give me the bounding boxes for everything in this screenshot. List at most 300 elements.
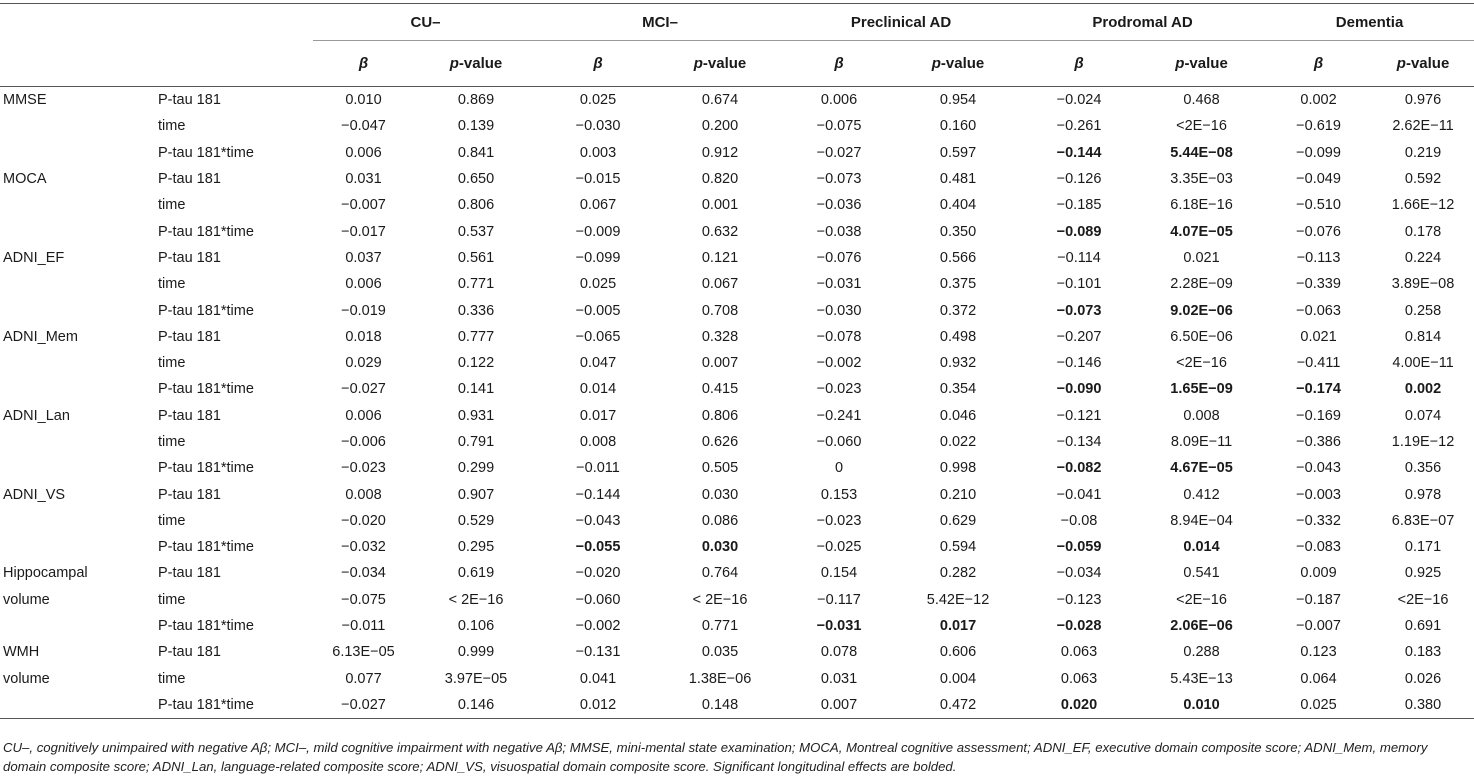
beta-cell: −0.261 xyxy=(1056,118,1102,135)
beta-cell: −0.023 xyxy=(341,460,386,477)
beta-cell: −0.007 xyxy=(1296,618,1341,635)
beta-cell: 0.017 xyxy=(579,407,617,424)
p-value-cell: <2E−16 xyxy=(1397,591,1449,608)
beta-cell: −0.011 xyxy=(576,460,620,477)
p-value-cell: 0.328 xyxy=(701,328,739,345)
beta-cell: −0.025 xyxy=(816,539,862,556)
predictor-cell: time xyxy=(158,434,186,450)
p-value-cell: 4.07E−05 xyxy=(1170,223,1233,240)
table-row xyxy=(0,455,1474,481)
p-value-cell: 0.022 xyxy=(939,434,977,450)
beta-cell: 0.012 xyxy=(579,696,617,713)
beta-cell: −0.075 xyxy=(816,118,862,135)
p-value-cell: 0.592 xyxy=(1404,171,1442,188)
measure-cell xyxy=(0,192,147,218)
predictor-cell: P-tau 181 xyxy=(158,328,221,345)
p-value-cell: 0.814 xyxy=(1404,328,1442,345)
p-value-cell: 0.505 xyxy=(701,460,739,477)
beta-header xyxy=(313,41,414,87)
beta-cell: −0.241 xyxy=(816,407,862,424)
beta-cell: −0.113 xyxy=(1296,249,1341,266)
beta-cell: −0.144 xyxy=(575,486,621,503)
p-value-cell: 6.83E−07 xyxy=(1391,512,1455,529)
p-value-cell: 0.978 xyxy=(1404,486,1442,503)
group-header-row xyxy=(0,4,1474,41)
beta-cell: −0.065 xyxy=(575,328,621,345)
beta-cell: −0.034 xyxy=(1056,565,1102,582)
beta-cell: 0.021 xyxy=(1300,328,1337,345)
measure-cell xyxy=(0,455,147,481)
beta-cell: −0.015 xyxy=(575,171,621,188)
beta-cell: −0.078 xyxy=(816,328,862,345)
beta-cell: 0.063 xyxy=(1060,670,1098,687)
table-row xyxy=(0,692,1474,719)
beta-cell: −0.020 xyxy=(575,565,621,582)
p-value-cell: < 2E−16 xyxy=(448,591,504,608)
predictor-cell: time xyxy=(158,197,186,214)
p-value-cell: 0.764 xyxy=(701,565,739,582)
p-value-cell: 6.18E−16 xyxy=(1170,197,1233,214)
p-value-cell: 0.372 xyxy=(939,302,977,319)
beta-cell: −0.083 xyxy=(1296,539,1341,556)
p-value-cell: 0.210 xyxy=(939,486,977,503)
beta-cell: −0.144 xyxy=(1056,144,1102,161)
p-value-cell: 0.148 xyxy=(701,696,739,713)
predictor-cell: P-tau 181*time xyxy=(158,223,254,240)
p-value-cell: 0.067 xyxy=(701,276,739,293)
table-row xyxy=(0,560,1474,586)
predictor-cell: time xyxy=(158,276,186,293)
table-row xyxy=(0,218,1474,244)
p-value-cell: 0.375 xyxy=(939,276,977,293)
beta-cell: −0.076 xyxy=(816,249,862,266)
beta-cell: −0.063 xyxy=(1296,302,1341,319)
results-table xyxy=(0,3,1474,719)
table-row xyxy=(0,192,1474,218)
table-row xyxy=(0,87,1474,114)
p-value-cell: 0.074 xyxy=(1404,407,1442,424)
p-value-cell: 0.008 xyxy=(1183,407,1220,424)
beta-cell: 0.010 xyxy=(345,92,382,109)
p-value-cell: 0.354 xyxy=(939,381,977,398)
beta-cell: −0.059 xyxy=(1056,539,1102,556)
beta-cell: 0.006 xyxy=(345,407,382,424)
predictor-cell: P-tau 181 xyxy=(158,92,221,109)
p-letter: p xyxy=(931,55,941,72)
beta-cell: −0.043 xyxy=(1296,460,1341,477)
predictor-cell: P-tau 181*time xyxy=(158,696,254,713)
beta-cell: −0.027 xyxy=(816,144,862,161)
p-value-cell: 0.771 xyxy=(701,618,739,635)
beta-header xyxy=(1020,41,1138,87)
p-value-cell: 3.35E−03 xyxy=(1170,171,1233,188)
beta-cell: −0.019 xyxy=(341,302,386,319)
p-value-cell: 0.498 xyxy=(939,328,977,345)
beta-cell: 0.025 xyxy=(1300,696,1337,713)
beta-cell: −0.090 xyxy=(1056,381,1102,398)
beta-cell: 0.063 xyxy=(1060,644,1098,661)
beta-cell: −0.006 xyxy=(341,434,386,450)
beta-cell: −0.027 xyxy=(341,381,386,398)
p-value-cell: 0.336 xyxy=(457,302,495,319)
beta-cell: −0.043 xyxy=(575,512,621,529)
p-value-cell: 0.597 xyxy=(939,144,977,161)
beta-cell: −0.032 xyxy=(341,539,386,556)
p-value-cell: 0.146 xyxy=(457,696,495,713)
p-value-cell: 0.171 xyxy=(1404,539,1442,556)
beta-cell: −0.049 xyxy=(1296,171,1341,188)
p-value-cell: <2E−16 xyxy=(1176,591,1227,608)
predictor-cell: P-tau 181 xyxy=(158,486,221,503)
beta-symbol: β xyxy=(358,55,369,72)
measure-cell: ADNI_VS xyxy=(3,486,66,503)
beta-cell: 0.077 xyxy=(345,670,382,687)
beta-cell: −0.114 xyxy=(1057,249,1101,266)
beta-cell: −0.332 xyxy=(1296,512,1341,529)
p-value-cell: 0.771 xyxy=(457,276,495,293)
beta-header xyxy=(1265,41,1372,87)
p-value-cell: 0.295 xyxy=(457,539,495,556)
predictor-cell: time xyxy=(158,512,186,529)
p-value-cell: 0.674 xyxy=(701,92,739,109)
p-value-cell: 0.017 xyxy=(939,618,977,635)
predictor-cell: time xyxy=(158,118,186,135)
measure-cell: ADNI_EF xyxy=(3,249,65,266)
p-value-cell: 0.619 xyxy=(457,565,495,582)
table-row xyxy=(0,271,1474,297)
beta-cell: −0.017 xyxy=(341,223,386,240)
beta-cell: −0.076 xyxy=(1296,223,1341,240)
p-value-cell: 0.122 xyxy=(457,355,495,372)
measure-cell: MMSE xyxy=(3,92,47,109)
p-value-cell: 0.869 xyxy=(457,92,495,109)
beta-cell: −0.099 xyxy=(1296,144,1341,161)
p-value-cell: 0.468 xyxy=(1183,92,1220,109)
beta-cell: −0.619 xyxy=(1296,118,1341,135)
p-value-cell: 0.004 xyxy=(939,670,977,687)
beta-cell: −0.089 xyxy=(1056,223,1102,240)
measure-cell xyxy=(0,376,147,402)
beta-symbol: β xyxy=(834,55,844,72)
p-value-header xyxy=(1372,41,1474,87)
p-value-cell: 0.976 xyxy=(1404,92,1442,109)
group-header-dementia: Dementia xyxy=(1265,4,1474,41)
table-row xyxy=(0,639,1474,665)
beta-cell: −0.187 xyxy=(1296,591,1341,608)
predictor-cell: time xyxy=(158,591,186,608)
p-value-cell: 1.19E−12 xyxy=(1391,434,1455,450)
p-value-cell: 0.139 xyxy=(457,118,495,135)
predictor-cell: P-tau 181*time xyxy=(158,539,254,556)
p-letter: p xyxy=(449,55,459,72)
p-value-cell: 0.356 xyxy=(1404,460,1442,477)
beta-cell: 0.009 xyxy=(1300,565,1337,582)
p-value-cell: 0.121 xyxy=(701,249,739,266)
beta-cell: 0.008 xyxy=(345,486,382,503)
beta-cell: −0.024 xyxy=(1056,92,1102,109)
beta-cell: −0.055 xyxy=(575,539,621,556)
p-value-cell: 0.178 xyxy=(1404,223,1442,240)
beta-cell: 0.006 xyxy=(820,92,858,109)
p-value-cell: 0.481 xyxy=(939,171,977,188)
beta-cell: 0.014 xyxy=(579,381,617,398)
beta-cell: −0.146 xyxy=(1056,355,1102,372)
predictor-cell: P-tau 181*time xyxy=(158,302,254,319)
p-value-cell: 2.62E−11 xyxy=(1392,118,1454,135)
p-value-cell: 0.691 xyxy=(1404,618,1442,635)
p-value-cell: 0.010 xyxy=(1183,696,1220,713)
table-row xyxy=(0,113,1474,139)
p-value-cell: <2E−16 xyxy=(1176,118,1227,135)
p-value-cell: 0.541 xyxy=(1183,565,1220,582)
p-value-cell: 0.561 xyxy=(457,249,495,266)
predictor-cell: P-tau 181 xyxy=(158,644,221,661)
beta-cell: −0.123 xyxy=(1056,591,1102,608)
table-row xyxy=(0,429,1474,455)
p-value-cell: 0.350 xyxy=(939,223,977,240)
p-value-cell: 0.529 xyxy=(457,512,495,529)
beta-cell: −0.038 xyxy=(816,223,862,240)
p-value-cell: 5.43E−13 xyxy=(1170,670,1233,687)
beta-cell: −0.073 xyxy=(1056,302,1102,319)
p-value-cell: 3.97E−05 xyxy=(444,670,508,687)
beta-cell: −0.411 xyxy=(1296,355,1341,372)
p-value-cell: 0.002 xyxy=(1404,381,1442,398)
p-value-cell: 5.44E−08 xyxy=(1170,144,1233,161)
measure-cell: Hippocampal xyxy=(3,565,88,582)
beta-cell: −0.023 xyxy=(816,512,862,529)
p-value-cell: 0.030 xyxy=(701,486,739,503)
p-value-cell: 0.021 xyxy=(1183,249,1220,266)
p-value-cell: 0.907 xyxy=(457,486,495,503)
measure-cell xyxy=(0,113,147,139)
table-row xyxy=(0,613,1474,639)
p-value-cell: 0.632 xyxy=(701,223,739,240)
table-row xyxy=(0,403,1474,429)
predictor-cell: P-tau 181 xyxy=(158,249,221,266)
p-value-cell: 0.380 xyxy=(1404,696,1442,713)
table-row xyxy=(0,666,1474,692)
p-value-cell: 0.224 xyxy=(1404,249,1442,266)
p-value-cell: <2E−16 xyxy=(1176,355,1227,372)
beta-cell: 0.154 xyxy=(820,565,858,582)
p-value-cell: 3.89E−08 xyxy=(1391,276,1455,293)
p-suffix: -value xyxy=(1184,55,1228,72)
beta-cell: −0.009 xyxy=(575,223,621,240)
p-value-cell: 0.629 xyxy=(939,512,977,529)
beta-cell: 0.123 xyxy=(1300,644,1337,661)
p-value-cell: 0.791 xyxy=(457,434,495,450)
beta-cell: 0.003 xyxy=(579,144,617,161)
group-header-preclinical-ad: Preclinical AD xyxy=(782,4,1020,41)
p-value-cell: 0.606 xyxy=(939,644,977,661)
p-value-cell: 0.777 xyxy=(457,328,495,345)
beta-cell: −0.185 xyxy=(1056,197,1102,214)
table-row xyxy=(0,140,1474,166)
beta-cell: −0.099 xyxy=(575,249,621,266)
p-value-cell: 0.001 xyxy=(701,197,739,214)
table-row xyxy=(0,534,1474,560)
beta-cell: 0.031 xyxy=(820,670,858,687)
beta-cell: −0.117 xyxy=(817,591,861,608)
p-suffix: -value xyxy=(458,55,503,72)
p-value-cell: 0.007 xyxy=(701,355,739,372)
beta-cell: 0.029 xyxy=(345,355,382,372)
p-value-cell: 0.932 xyxy=(939,355,977,372)
beta-cell: 0.006 xyxy=(345,276,382,293)
p-value-cell: 8.09E−11 xyxy=(1170,434,1233,450)
beta-cell: −0.011 xyxy=(341,618,386,635)
measure-cell xyxy=(0,508,147,534)
beta-cell: −0.007 xyxy=(341,197,386,214)
beta-cell: 0.078 xyxy=(820,644,858,661)
p-value-header xyxy=(658,41,782,87)
beta-cell: −0.134 xyxy=(1056,434,1102,450)
table-row xyxy=(0,481,1474,507)
measure-cell: volume xyxy=(3,670,50,687)
beta-cell: −0.005 xyxy=(575,302,621,319)
p-value-cell: 9.02E−06 xyxy=(1170,302,1233,319)
p-value-cell: 0.160 xyxy=(939,118,977,135)
measure-cell xyxy=(0,218,147,244)
beta-cell: 0.064 xyxy=(1300,670,1337,687)
beta-cell: −0.131 xyxy=(575,644,621,661)
group-header-prodromal-ad: Prodromal AD xyxy=(1020,4,1265,41)
measure-cell xyxy=(0,140,147,166)
beta-cell: −0.510 xyxy=(1296,197,1341,214)
p-value-cell: 0.954 xyxy=(939,92,977,109)
beta-cell: −0.207 xyxy=(1056,328,1102,345)
p-value-cell: 0.026 xyxy=(1404,670,1442,687)
p-value-cell: 1.38E−06 xyxy=(688,670,752,687)
p-value-cell: 0.998 xyxy=(939,460,977,477)
beta-cell: −0.023 xyxy=(816,381,862,398)
p-letter: p xyxy=(693,55,703,72)
p-value-cell: 0.999 xyxy=(457,644,495,661)
beta-cell: 0.067 xyxy=(579,197,617,214)
p-value-cell: 8.94E−04 xyxy=(1170,512,1233,529)
p-value-cell: 0.806 xyxy=(457,197,495,214)
p-value-cell: 0.404 xyxy=(939,197,977,214)
beta-cell: 0.006 xyxy=(345,144,382,161)
p-value-cell: 4.67E−05 xyxy=(1170,460,1233,477)
p-letter: p xyxy=(1396,55,1406,72)
table-row xyxy=(0,587,1474,613)
p-value-header xyxy=(1138,41,1265,87)
measure-cell xyxy=(0,350,147,376)
predictor-cell: P-tau 181 xyxy=(158,407,221,424)
p-value-cell: 0.912 xyxy=(701,144,739,161)
table-row xyxy=(0,297,1474,323)
predictor-cell: P-tau 181*time xyxy=(158,381,254,398)
beta-cell: −0.003 xyxy=(1296,486,1341,503)
beta-symbol: β xyxy=(1074,55,1084,72)
beta-cell: −0.060 xyxy=(575,591,621,608)
beta-cell: 0.008 xyxy=(579,434,617,450)
p-value-cell: 0.925 xyxy=(1404,565,1442,582)
group-header-cu: CU– xyxy=(313,4,538,41)
measure-cell xyxy=(0,613,147,639)
p-value-cell: 0.820 xyxy=(701,171,739,188)
table-row xyxy=(0,376,1474,402)
measure-cell xyxy=(0,534,147,560)
p-value-header xyxy=(896,41,1020,87)
predictor-cell: time xyxy=(158,355,186,372)
predictor-cell: P-tau 181 xyxy=(158,565,221,582)
beta-cell: 0 xyxy=(834,460,844,477)
p-value-cell: 0.650 xyxy=(457,171,495,188)
p-suffix: -value xyxy=(1405,55,1450,72)
p-value-cell: 0.412 xyxy=(1183,486,1220,503)
beta-symbol: β xyxy=(1313,55,1324,72)
beta-cell: 0.018 xyxy=(345,328,382,345)
beta-cell: −0.060 xyxy=(816,434,862,450)
subheader-row xyxy=(0,41,1474,87)
beta-cell: 0.153 xyxy=(820,486,858,503)
beta-cell: −0.047 xyxy=(341,118,386,135)
p-value-cell: 2.06E−06 xyxy=(1170,618,1233,635)
beta-cell: 0.020 xyxy=(1060,696,1098,713)
predictor-cell: time xyxy=(158,670,186,687)
p-value-cell: 0.141 xyxy=(457,381,495,398)
measure-cell xyxy=(0,692,147,719)
table-row xyxy=(0,324,1474,350)
beta-cell: −0.073 xyxy=(816,171,862,188)
beta-cell: −0.030 xyxy=(575,118,621,135)
measure-cell xyxy=(0,271,147,297)
p-value-cell: 0.931 xyxy=(457,407,495,424)
beta-cell: 6.13E−05 xyxy=(332,644,395,661)
p-value-cell: 1.65E−09 xyxy=(1170,381,1233,398)
beta-cell: −0.169 xyxy=(1296,407,1341,424)
beta-cell: −0.002 xyxy=(816,355,862,372)
p-value-cell: 0.806 xyxy=(701,407,739,424)
p-value-cell: 5.42E−12 xyxy=(926,591,990,608)
p-value-cell: 0.708 xyxy=(701,302,739,319)
beta-cell: −0.101 xyxy=(1056,276,1102,293)
beta-header xyxy=(782,41,896,87)
table-row xyxy=(0,350,1474,376)
p-value-cell: 0.282 xyxy=(939,565,977,582)
beta-cell: 0.025 xyxy=(579,276,617,293)
predictor-cell: P-tau 181*time xyxy=(158,460,254,477)
group-header-mci: MCI– xyxy=(538,4,782,41)
p-value-cell: 0.841 xyxy=(457,144,495,161)
table-row xyxy=(0,508,1474,534)
measure-cell: ADNI_Mem xyxy=(3,328,78,345)
p-value-cell: 0.537 xyxy=(457,223,495,240)
table-row xyxy=(0,245,1474,271)
beta-cell: −0.082 xyxy=(1056,460,1102,477)
p-value-cell: 4.00E−11 xyxy=(1392,355,1454,372)
beta-cell: 0.041 xyxy=(579,670,617,687)
p-value-cell: 0.288 xyxy=(1183,644,1220,661)
p-value-cell: 0.594 xyxy=(939,539,977,556)
p-value-cell: 0.258 xyxy=(1404,302,1442,319)
p-value-cell: 1.66E−12 xyxy=(1391,197,1455,214)
p-value-cell: 0.299 xyxy=(457,460,495,477)
p-value-cell: 0.106 xyxy=(457,618,495,635)
beta-cell: −0.075 xyxy=(341,591,386,608)
measure-cell: ADNI_Lan xyxy=(3,407,70,424)
predictor-cell: P-tau 181*time xyxy=(158,618,254,635)
p-suffix: -value xyxy=(702,55,747,72)
p-value-cell: 2.28E−09 xyxy=(1170,276,1233,293)
p-value-cell: 0.626 xyxy=(701,434,739,450)
table-footnote: CU–, cognitively unimpaired with negative Aβ; MCI–, mild cognitive impairment with negative Aβ; MMSE, mini-mental state examination; MOCA, Montreal cognitive assessment; ADNI_EF, executive domain composite score; ADNI_Mem, memory domain composite score; ADNI_Lan, language-related composite score; ADNI_VS, visuospatial domain composite score. Significant longitudinal effects are bolded. xyxy=(3,740,1428,774)
p-value-cell: 0.035 xyxy=(701,644,739,661)
measure-cell: volume xyxy=(3,591,50,608)
